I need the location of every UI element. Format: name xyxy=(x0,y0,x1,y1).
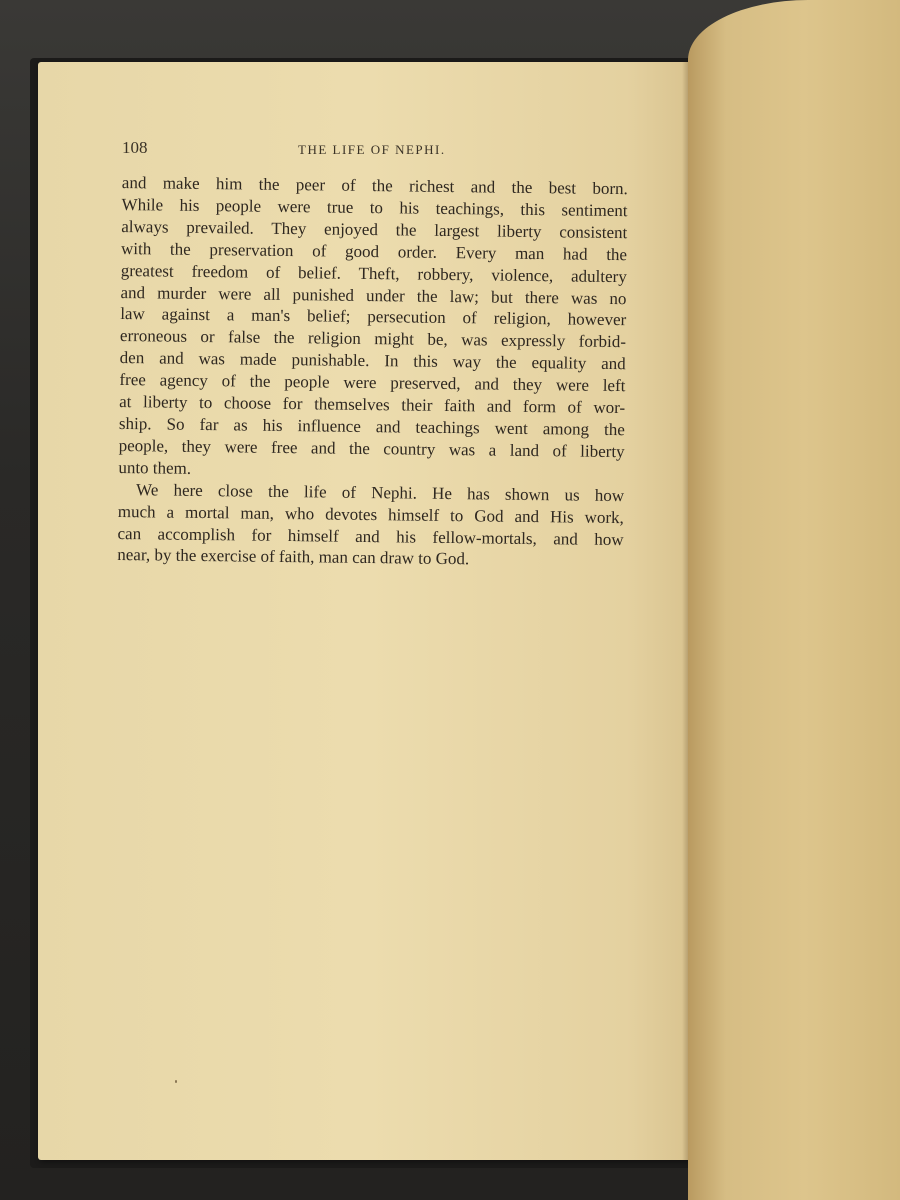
text-line: den and was made punishable. In this way the equality and xyxy=(119,348,626,374)
text-line: near, by the exercise of faith, man can draw to God. xyxy=(117,545,470,569)
text-line: much a mortal man, who devotes himself to God and His work, xyxy=(117,501,624,527)
text-line: with the preservation of good order. Every man had the xyxy=(120,238,628,264)
body-text xyxy=(117,172,628,572)
paragraph-2 xyxy=(117,479,624,573)
page-number: 108 xyxy=(122,138,148,157)
text-line: and make him the peer of the richest and the best born. xyxy=(121,172,628,199)
facing-page xyxy=(688,0,900,1200)
text-line: erroneous or false the religion might be, was expressly forbid- xyxy=(119,326,627,352)
text-line: law against a man's belief; persecution of religion, however xyxy=(120,304,627,330)
page-header xyxy=(122,138,628,164)
text-line: people, they were free and the country was a land of liberty xyxy=(118,435,625,462)
text-line: unto them. xyxy=(118,457,192,478)
text-line: We here close the life of Nephi. He has shown us how xyxy=(136,479,625,505)
running-title: THE LIFE OF NEPHI. xyxy=(298,142,446,157)
paper-speck xyxy=(175,1080,177,1083)
text-line: free agency of the people were preserved, and they were left xyxy=(119,370,626,396)
text-line: can accomplish for himself and his fellow-mortals, and how xyxy=(117,523,624,549)
text-line: While his people were true to his teachings, this sentiment xyxy=(121,194,628,221)
text-line: at liberty to choose for themselves their faith and form of wor- xyxy=(119,392,626,418)
text-line: greatest freedom of belief. Theft, robbery, violence, adultery xyxy=(120,260,627,286)
text-line: ship. So far as his influence and teachings went among the xyxy=(118,413,626,440)
text-line: and murder were all punished under the law; but there was no xyxy=(120,282,627,308)
text-line: always prevailed. They enjoyed the largest liberty consistent xyxy=(121,216,628,242)
paragraph-1 xyxy=(118,172,628,485)
